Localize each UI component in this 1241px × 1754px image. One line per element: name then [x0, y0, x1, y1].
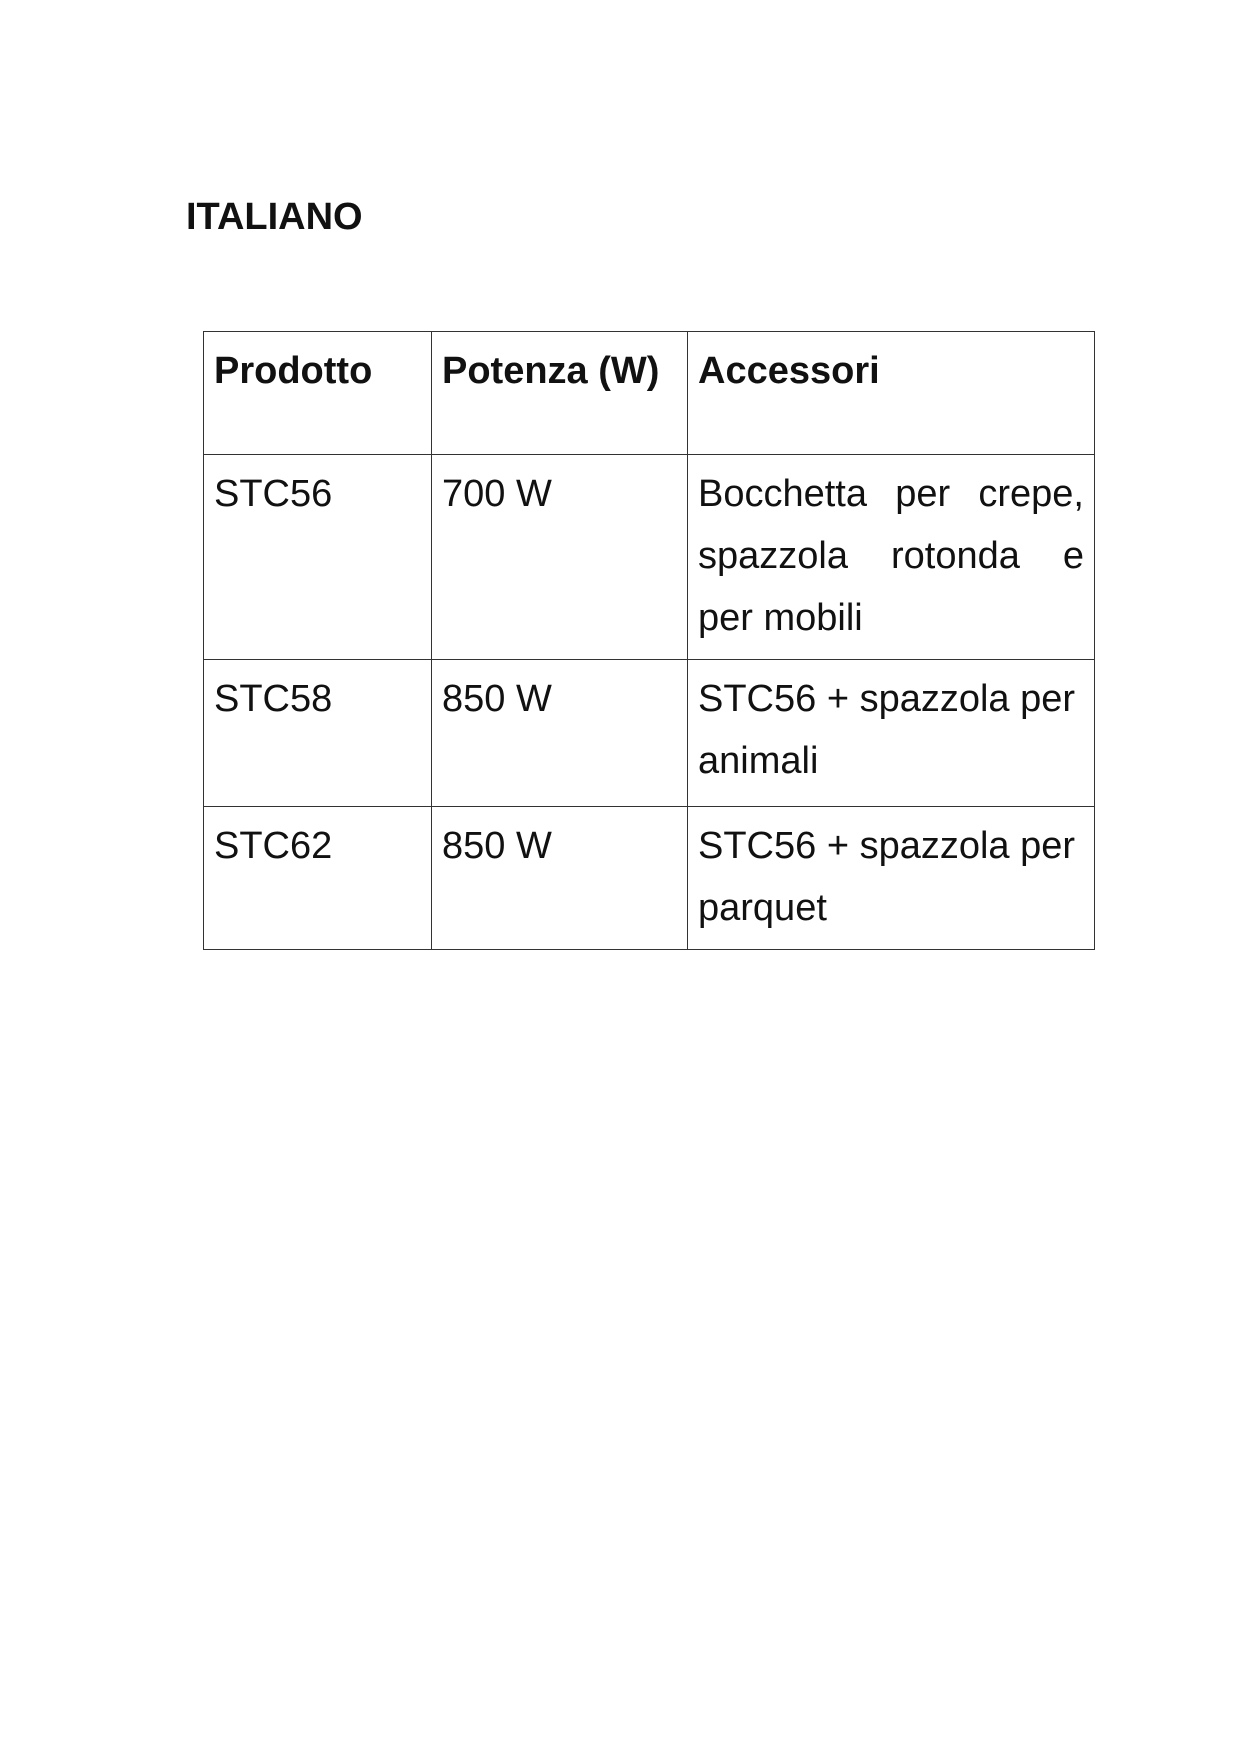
table-row — [204, 660, 1095, 807]
cell-potenza: 850 W — [432, 807, 688, 950]
product-spec-table — [203, 331, 1095, 950]
header-accessori: Accessori — [688, 332, 1095, 455]
header-potenza: Potenza (W) — [432, 332, 688, 455]
cell-potenza: 700 W — [432, 455, 688, 660]
cell-prodotto: STC62 — [204, 807, 432, 950]
cell-potenza: 850 W — [432, 660, 688, 807]
cell-accessori: STC56 + spazzola per parquet — [688, 807, 1095, 950]
page-title: ITALIANO — [186, 196, 363, 238]
cell-accessori: Bocchetta per crepe, spazzola rotonda e per mobili — [688, 455, 1095, 660]
table-header-row — [204, 332, 1095, 455]
table-row — [204, 807, 1095, 950]
cell-prodotto: STC58 — [204, 660, 432, 807]
table-row — [204, 455, 1095, 660]
header-prodotto: Prodotto — [204, 332, 432, 455]
cell-accessori: STC56 + spazzola per animali — [688, 660, 1095, 807]
cell-prodotto: STC56 — [204, 455, 432, 660]
